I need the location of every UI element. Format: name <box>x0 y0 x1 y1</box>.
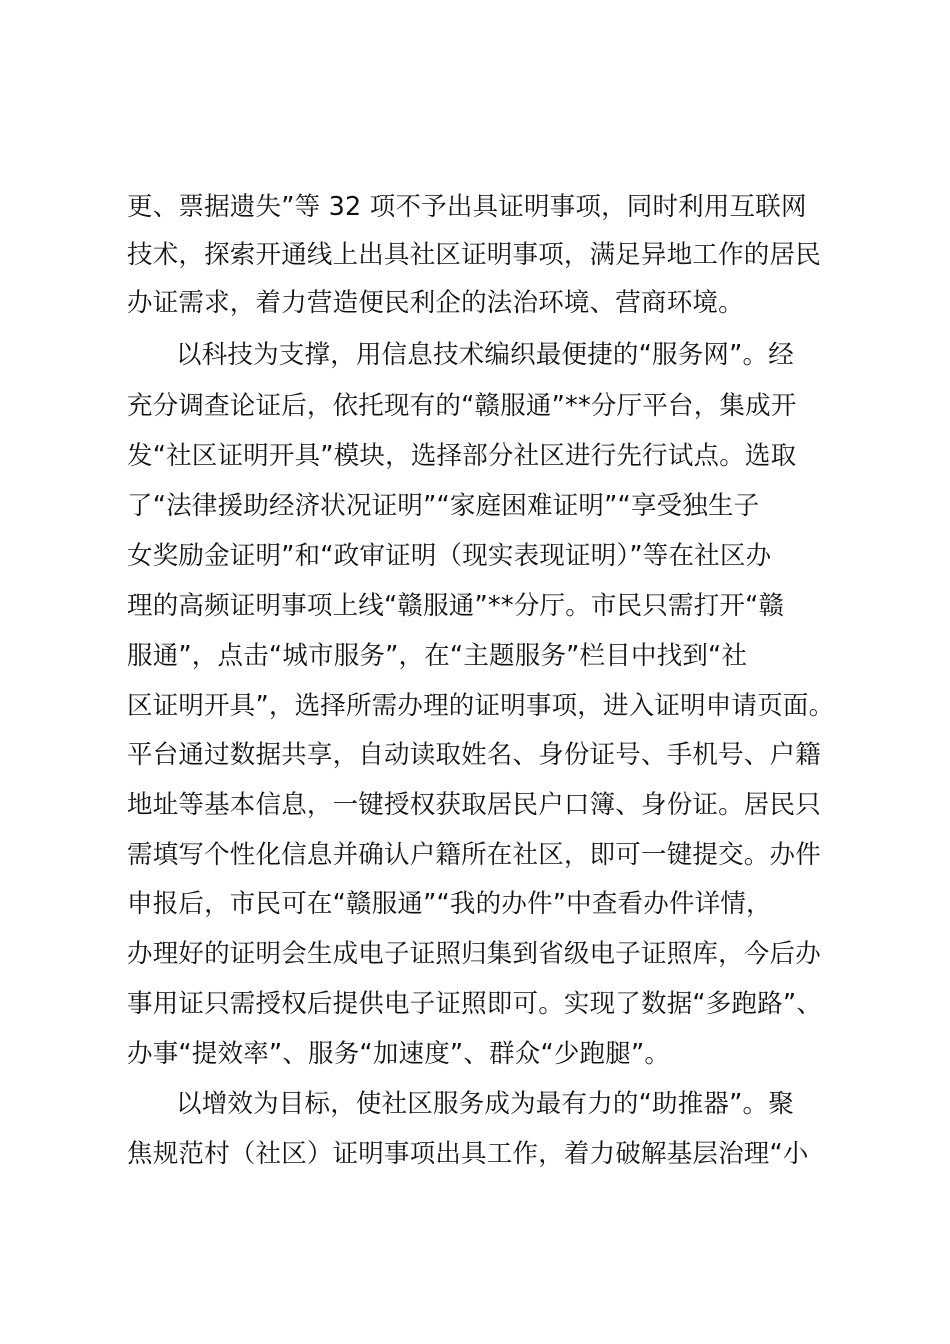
text-line-15: 申报后，市民可在“赣服通”“我的办件”中查看办件详情， <box>127 889 772 919</box>
text-line-11: 区证明开具”，选择所需办理的证明事项，进入证明申请页面。 <box>127 691 835 721</box>
paragraph-3-line-1: 以增效为目标，使社区服务成为最有力的“助推器”。聚 <box>176 1089 794 1119</box>
text-line-7: 了“法律援助经济状况证明”“家庭困难证明”“享受独生子 <box>127 491 760 521</box>
text-line-16: 办理好的证明会生成电子证照归集到省级电子证照库，今后办 <box>127 939 821 969</box>
paragraph-2-line-1: 以科技为支撑，用信息技术编织最便捷的“服务网”。经 <box>176 340 794 370</box>
text-line-17: 事用证只需授权后提供电子证照即可。实现了数据“多跑路”、 <box>127 989 823 1019</box>
text-line-12: 平台通过数据共享，自动读取姓名、身份证号、手机号、户籍 <box>127 740 821 770</box>
text-line-5: 充分调查论证后，依托现有的“赣服通”**分厅平台，集成开 <box>127 391 797 421</box>
text-line-18: 办事“提效率”、服务“加速度”、群众“少跑腿”。 <box>127 1039 671 1069</box>
text-line-1: 更、票据遗失”等 32 项不予出具证明事项，同时利用互联网 <box>127 192 807 222</box>
text-line-6: 发“社区证明开具”模块，选择部分社区进行先行试点。选取 <box>127 441 797 471</box>
text-line-20: 焦规范村（社区）证明事项出具工作，着力破解基层治理“小 <box>127 1139 809 1169</box>
text-line-2: 技术，探索开通线上出具社区证明事项，满足异地工作的居民 <box>127 240 821 270</box>
text-line-9: 理的高频证明事项上线“赣服通”**分厅。市民只需打开“赣 <box>127 591 785 621</box>
text-line-8: 女奖励金证明”和“政审证明（现实表现证明）”等在社区办 <box>127 541 772 571</box>
text-line-10: 服通”，点击“城市服务”，在“主题服务”栏目中找到“社 <box>127 641 748 671</box>
text-line-14: 需填写个性化信息并确认户籍所在社区，即可一键提交。办件 <box>127 840 821 870</box>
text-line-3: 办证需求，着力营造便民利企的法治环境、营商环境。 <box>127 288 744 318</box>
text-line-13: 地址等基本信息，一键授权获取居民户口簿、身份证。居民只 <box>127 790 821 820</box>
